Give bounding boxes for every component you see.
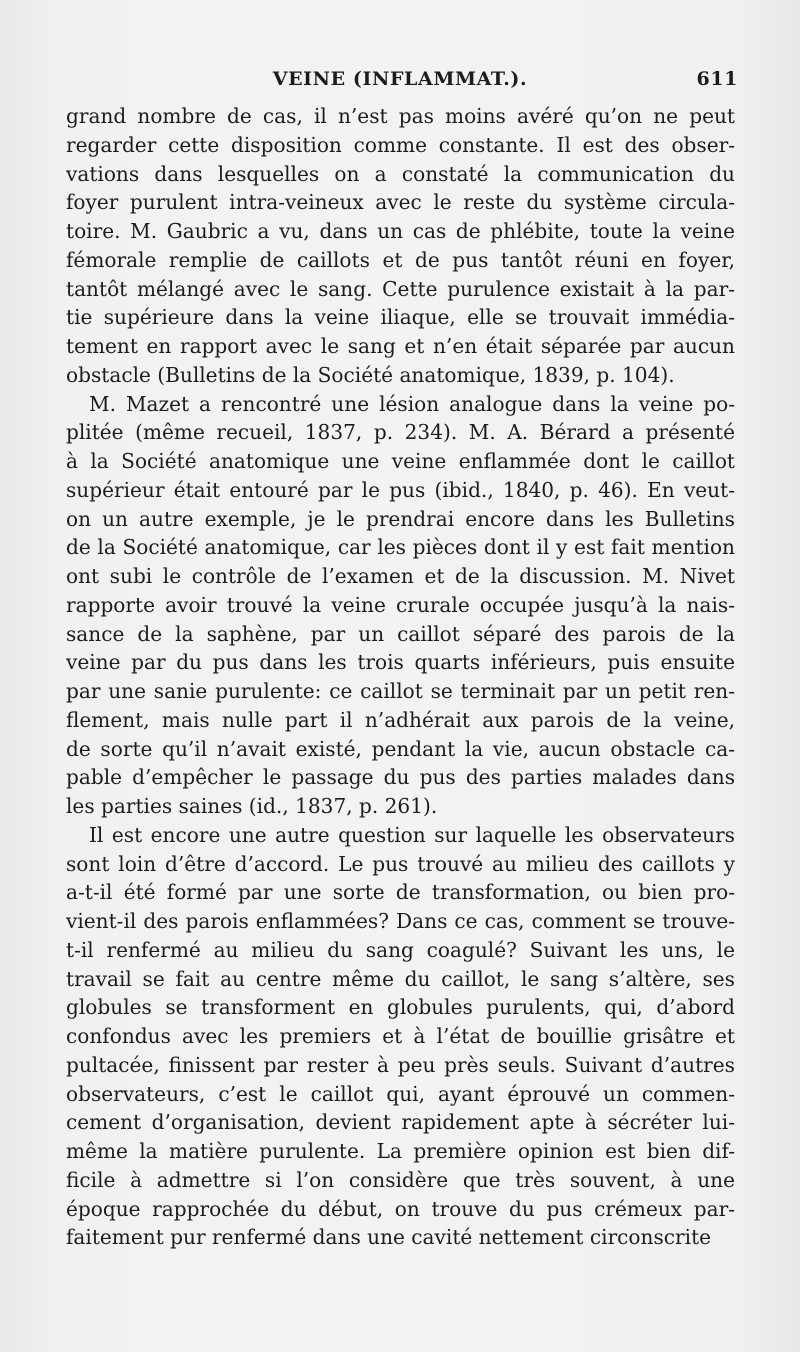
text-line: rapporte avoir trouvé la veine crurale occupée jusqu’à la nais- <box>66 592 735 617</box>
text-line: pultacée, finissent par rester à peu près seuls. Suivant d’autres <box>66 1052 735 1077</box>
text-line: tie supérieure dans la veine iliaque, elle se trouvait immédia- <box>66 305 735 330</box>
text-line: ont subi le contrôle de l’examen et de la discussion. M. Nivet <box>66 564 735 588</box>
text-line: tement en rapport avec le sang et n’en était séparée par aucun <box>66 334 735 358</box>
text-line: vations dans lesquelles on a constaté la communication du <box>66 161 735 186</box>
text-line: flement, mais nulle part il n’adhérait aux parois de la veine, <box>66 707 735 732</box>
text-line: par une sanie purulente: ce caillot se terminait par un petit ren- <box>66 679 735 703</box>
text-line: supérieur était entouré par le pus (ibid., 1840, p. 46). En veut- <box>66 477 735 502</box>
text-line: époque rapprochée du début, on trouve du pus crémeux par- <box>66 1196 735 1221</box>
text-line: les parties saines (id., 1837, p. 261). <box>66 794 438 818</box>
text-line: obstacle (Bulletins de la Société anatomique, 1839, p. 104). <box>66 362 675 387</box>
text-line: regarder cette disposition comme constante. Il est des obser- <box>66 132 735 157</box>
text-line: sance de la saphène, par un caillot séparé des parois de la <box>66 621 735 646</box>
text-line: M. Mazet a rencontré une lésion analogue dans la veine po- <box>89 391 735 416</box>
text-line: veine par du pus dans les trois quarts inférieurs, puis ensuite <box>66 650 735 675</box>
text-line: de sorte qu’il n’avait existé, pendant la vie, aucun obstacle ca- <box>66 736 735 761</box>
text-line: on un autre exemple, je le prendrai encore dans les Bulletins <box>66 506 735 531</box>
text-line: sont loin d’être d’accord. Le pus trouvé au milieu des caillots y <box>66 851 735 876</box>
text-line: vient-il des parois enflammées? Dans ce cas, comment se trouve- <box>66 909 735 933</box>
text-line: grand nombre de cas, il n’est pas moins avéré qu’on ne peut <box>66 104 735 128</box>
text-line: de la Société anatomique, car les pièces dont il y est fait mention <box>66 535 735 560</box>
text-line: à la Société anatomique une veine enflammée dont le caillot <box>66 449 735 473</box>
text-line: faitement pur renfermé dans une cavité nettement circonscrite <box>66 1225 712 1250</box>
page-header <box>62 64 738 94</box>
text-line: Il est encore une autre question sur laquelle les observateurs <box>89 822 735 847</box>
text-line: toire. M. Gaubric a vu, dans un cas de phlébite, toute la veine <box>66 219 735 243</box>
text-line: pable d’empêcher le passage du pus des parties malades dans <box>66 765 735 790</box>
text-line: fémorale remplie de caillots et de pus tantôt réuni en foyer, <box>66 247 735 272</box>
text-line: t-il renfermé au milieu du sang coagulé? Suivant les uns, le <box>66 937 735 962</box>
text-line: globules se transforment en globules purulents, qui, d’abord <box>66 995 735 1020</box>
page-number: 611 <box>696 68 738 90</box>
paragraph <box>66 102 735 390</box>
text-line: ficile à admettre si l’on considère que très souvent, à une <box>66 1167 735 1192</box>
text-line: même la matière purulente. La première opinion est bien dif- <box>66 1139 735 1163</box>
text-line: foyer purulent intra-veineux avec le reste du système circula- <box>66 190 735 215</box>
paragraph <box>66 821 735 1252</box>
running-title: VEINE (INFLAMMAT.). <box>272 68 528 90</box>
text-line: plitée (même recueil, 1837, p. 234). M. A. Bérard a présenté <box>66 420 735 445</box>
text-line: cement d’organisation, devient rapidement apte à sécréter lui- <box>66 1110 735 1135</box>
paragraph <box>66 390 735 821</box>
text-line: tantôt mélangé avec le sang. Cette purulence existait à la par- <box>66 276 735 301</box>
text-line: a-t-il été formé par une sorte de transformation, ou bien pro- <box>66 880 735 905</box>
text-line: travail se fait au centre même du caillot, le sang s’altère, ses <box>66 966 735 991</box>
body-text <box>66 102 735 1252</box>
text-line: confondus avec les premiers et à l’état de bouillie grisâtre et <box>66 1024 735 1048</box>
text-line: observateurs, c’est le caillot qui, ayant éprouvé un commen- <box>66 1081 735 1106</box>
